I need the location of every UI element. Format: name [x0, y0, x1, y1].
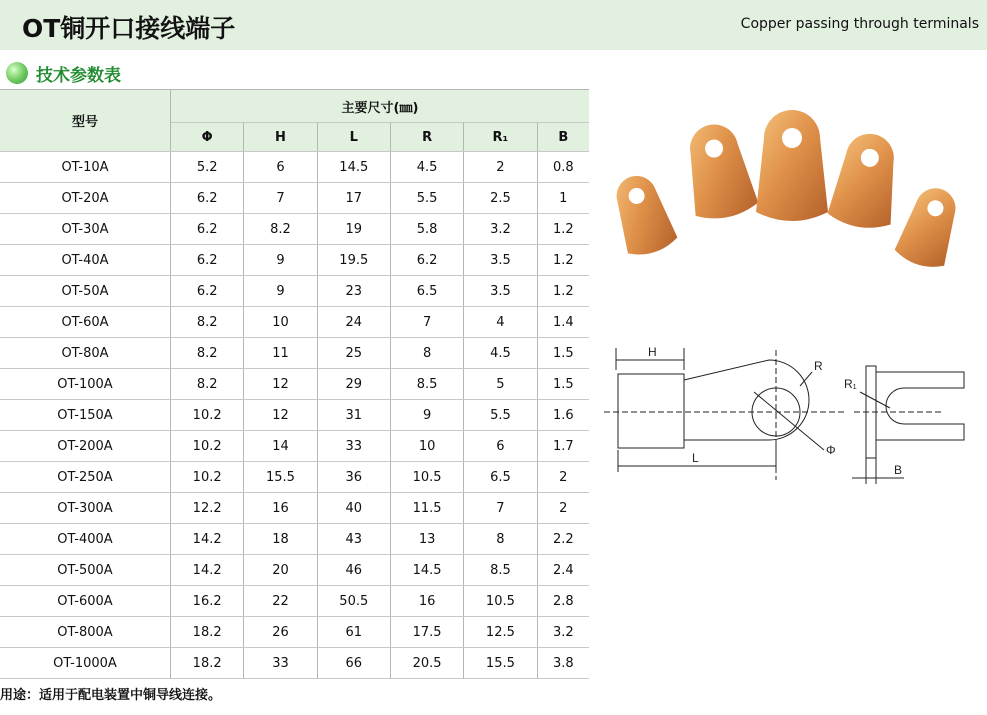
value-cell: 4.5: [390, 152, 463, 183]
value-cell: 6.5: [390, 276, 463, 307]
model-cell: OT-300A: [0, 493, 171, 524]
value-cell: 10.5: [464, 586, 537, 617]
value-cell: 23: [317, 276, 390, 307]
value-cell: 2.8: [537, 586, 589, 617]
value-cell: 6.2: [390, 245, 463, 276]
value-cell: 31: [317, 400, 390, 431]
dim-label-B: B: [894, 463, 903, 477]
value-cell: 40: [317, 493, 390, 524]
model-cell: OT-10A: [0, 152, 171, 183]
value-cell: 5.5: [390, 183, 463, 214]
table-row: [0, 617, 589, 648]
dim-label-H: H: [648, 345, 657, 359]
value-cell: 14.5: [317, 152, 390, 183]
table-row: [0, 369, 589, 400]
value-cell: 1.2: [537, 276, 589, 307]
model-cell: OT-150A: [0, 400, 171, 431]
value-cell: 3.8: [537, 648, 589, 679]
value-cell: 13: [390, 524, 463, 555]
green-bullet-icon: [6, 62, 28, 84]
value-cell: 1.5: [537, 369, 589, 400]
dimension-drawing: [604, 330, 987, 500]
terminal-lug-2: [678, 118, 760, 223]
value-cell: 14: [244, 431, 317, 462]
value-cell: 9: [390, 400, 463, 431]
table-row: [0, 400, 589, 431]
model-header: 型号: [0, 90, 171, 152]
value-cell: 3.2: [537, 617, 589, 648]
usage-note: 用途：适用于配电装置中铜导线连接。: [0, 688, 222, 703]
value-cell: 2: [464, 152, 537, 183]
value-cell: 20: [244, 555, 317, 586]
value-cell: 8: [464, 524, 537, 555]
value-cell: 16.2: [171, 586, 244, 617]
value-cell: 1.2: [537, 245, 589, 276]
value-cell: 8: [390, 338, 463, 369]
value-cell: 24: [317, 307, 390, 338]
table-row: [0, 183, 589, 214]
dim-label-phi: Φ: [826, 443, 836, 457]
column-header: R₁: [464, 123, 537, 152]
value-cell: 2: [537, 462, 589, 493]
terminal-lug-3: [756, 110, 828, 221]
value-cell: 5: [464, 369, 537, 400]
model-cell: OT-400A: [0, 524, 171, 555]
page-header: [0, 0, 987, 50]
value-cell: 9: [244, 276, 317, 307]
value-cell: 1.5: [537, 338, 589, 369]
spec-table: [0, 89, 589, 679]
value-cell: 1.2: [537, 214, 589, 245]
model-cell: OT-250A: [0, 462, 171, 493]
value-cell: 1.4: [537, 307, 589, 338]
terminal-lug-5: [892, 181, 966, 272]
page-title: OT铜开口接线端子: [22, 14, 236, 43]
value-cell: 7: [244, 183, 317, 214]
value-cell: 36: [317, 462, 390, 493]
value-cell: 12: [244, 400, 317, 431]
value-cell: 20.5: [390, 648, 463, 679]
model-cell: OT-1000A: [0, 648, 171, 679]
dims-header: 主要尺寸(㎜): [171, 90, 590, 123]
value-cell: 33: [317, 431, 390, 462]
model-cell: OT-500A: [0, 555, 171, 586]
table-row: [0, 462, 589, 493]
dim-label-L: L: [692, 451, 699, 465]
value-cell: 8.5: [390, 369, 463, 400]
value-cell: 1.6: [537, 400, 589, 431]
model-cell: OT-30A: [0, 214, 171, 245]
value-cell: 25: [317, 338, 390, 369]
value-cell: 5.2: [171, 152, 244, 183]
value-cell: 3.5: [464, 276, 537, 307]
value-cell: 10.2: [171, 431, 244, 462]
value-cell: 8.2: [171, 307, 244, 338]
value-cell: 3.2: [464, 214, 537, 245]
value-cell: 14.2: [171, 555, 244, 586]
model-cell: OT-800A: [0, 617, 171, 648]
value-cell: 19: [317, 214, 390, 245]
model-cell: OT-100A: [0, 369, 171, 400]
value-cell: 33: [244, 648, 317, 679]
value-cell: 14.5: [390, 555, 463, 586]
value-cell: 6: [244, 152, 317, 183]
model-cell: OT-20A: [0, 183, 171, 214]
column-header: B: [537, 123, 589, 152]
model-cell: OT-600A: [0, 586, 171, 617]
value-cell: 7: [464, 493, 537, 524]
value-cell: 10.5: [390, 462, 463, 493]
column-header: Φ: [171, 123, 244, 152]
value-cell: 4: [464, 307, 537, 338]
table-row: [0, 245, 589, 276]
value-cell: 18: [244, 524, 317, 555]
value-cell: 2.4: [537, 555, 589, 586]
table-row: [0, 431, 589, 462]
value-cell: 12: [244, 369, 317, 400]
value-cell: 6.2: [171, 183, 244, 214]
column-header: R: [390, 123, 463, 152]
value-cell: 17: [317, 183, 390, 214]
value-cell: 16: [390, 586, 463, 617]
value-cell: 10.2: [171, 400, 244, 431]
value-cell: 15.5: [244, 462, 317, 493]
table-row: [0, 648, 589, 679]
terminal-lug-1: [606, 169, 680, 260]
value-cell: 16: [244, 493, 317, 524]
value-cell: 11: [244, 338, 317, 369]
value-cell: 29: [317, 369, 390, 400]
value-cell: 6: [464, 431, 537, 462]
value-cell: 2.5: [464, 183, 537, 214]
page-subtitle: Copper passing through terminals: [740, 16, 979, 32]
table-row: [0, 555, 589, 586]
value-cell: 43: [317, 524, 390, 555]
value-cell: 1: [537, 183, 589, 214]
value-cell: 14.2: [171, 524, 244, 555]
column-header: L: [317, 123, 390, 152]
value-cell: 1.7: [537, 431, 589, 462]
value-cell: 22: [244, 586, 317, 617]
model-cell: OT-80A: [0, 338, 171, 369]
value-cell: 6.2: [171, 214, 244, 245]
value-cell: 6.2: [171, 276, 244, 307]
table-row: [0, 307, 589, 338]
column-header: H: [244, 123, 317, 152]
value-cell: 9: [244, 245, 317, 276]
value-cell: 50.5: [317, 586, 390, 617]
value-cell: 18.2: [171, 617, 244, 648]
dim-label-R1: R₁: [844, 377, 857, 391]
table-row: [0, 276, 589, 307]
value-cell: 8.2: [171, 338, 244, 369]
value-cell: 10: [244, 307, 317, 338]
model-cell: OT-50A: [0, 276, 171, 307]
section-heading: [6, 60, 121, 86]
value-cell: 11.5: [390, 493, 463, 524]
value-cell: 19.5: [317, 245, 390, 276]
value-cell: 15.5: [464, 648, 537, 679]
value-cell: 26: [244, 617, 317, 648]
value-cell: 5.8: [390, 214, 463, 245]
table-row: [0, 214, 589, 245]
section-label: 技术参数表: [36, 65, 121, 86]
value-cell: 8.5: [464, 555, 537, 586]
terminal-photo: [604, 100, 987, 290]
value-cell: 2: [537, 493, 589, 524]
table-row: [0, 152, 589, 183]
value-cell: 6.5: [464, 462, 537, 493]
value-cell: 0.8: [537, 152, 589, 183]
model-cell: OT-200A: [0, 431, 171, 462]
value-cell: 10.2: [171, 462, 244, 493]
value-cell: 12.5: [464, 617, 537, 648]
value-cell: 18.2: [171, 648, 244, 679]
value-cell: 6.2: [171, 245, 244, 276]
dim-label-R: R: [814, 359, 823, 373]
value-cell: 10: [390, 431, 463, 462]
value-cell: 4.5: [464, 338, 537, 369]
value-cell: 5.5: [464, 400, 537, 431]
value-cell: 3.5: [464, 245, 537, 276]
value-cell: 7: [390, 307, 463, 338]
table-row: [0, 524, 589, 555]
model-cell: OT-40A: [0, 245, 171, 276]
model-cell: OT-60A: [0, 307, 171, 338]
terminal-lug-4: [826, 129, 905, 233]
value-cell: 8.2: [244, 214, 317, 245]
value-cell: 46: [317, 555, 390, 586]
value-cell: 2.2: [537, 524, 589, 555]
value-cell: 66: [317, 648, 390, 679]
value-cell: 12.2: [171, 493, 244, 524]
table-row: [0, 493, 589, 524]
value-cell: 61: [317, 617, 390, 648]
table-row: [0, 338, 589, 369]
value-cell: 17.5: [390, 617, 463, 648]
value-cell: 8.2: [171, 369, 244, 400]
table-row: [0, 586, 589, 617]
